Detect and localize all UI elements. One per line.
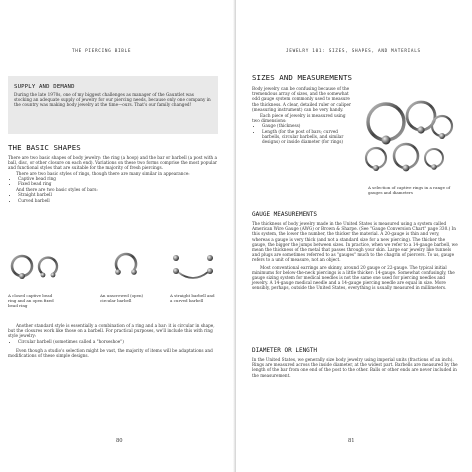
fixed-bead-ring-image: [39, 258, 57, 278]
jewelry-illustrations: [8, 246, 223, 288]
list-item: • Curved barbell: [18, 198, 220, 203]
paragraph: There are two basic shapes of body jewelry: the ring (a hoop) and the bar or barbell (a post with a ball, disc, or other closure on each end). Variations on these two forms comprise the most popular and functional styles that are suitable for the majority of fresh piercings.: [8, 155, 217, 171]
section-title-diameter: DIAMETER OR LENGTH: [252, 347, 318, 354]
supply-demand-sidebar: [8, 76, 218, 134]
list-item: • Fixed bead ring: [18, 181, 220, 186]
gauge-text: [252, 221, 458, 291]
running-head-left: THE PIERCING BIBLE: [72, 49, 132, 54]
paragraph: The thickness of body jewelry made in the United States is measured using a system called American Wire Gauge (AWG) or Brown & Sharpe. (See "Gauge Conversion Chart" page 330.) In this system, the lower the number, the thicker the material. A 20-gauge is thin and very, whereas a gauge is very thick (and not a standard size for a new piercing). The thicker the gauge, the bigger the jumps between sizes. In practice, when we refer to a 14-gauge barbell, we mean the thickness of the metal that passes through your skin. Large ear jewelry like tunnels and plugs are sometimes referred to as "gauges" much to the chagrin of piercers. To us, gauge refers to a unit of measure, not an object.: [252, 221, 458, 263]
paragraph: There are two basic styles of rings, though there are many similar in appearance:: [16, 170, 190, 176]
page-number-right: 81: [348, 438, 355, 444]
diameter-text: [252, 357, 458, 378]
list-item: • Straight barbell: [18, 192, 220, 197]
circular-list: [8, 339, 220, 344]
caption-circular-barbell: An unscrewed (open) circular barbell: [100, 293, 144, 303]
sizes-intro: [252, 86, 352, 144]
curved-barbell-image: [173, 268, 213, 278]
section-title-basic-shapes: THE BASIC SHAPES: [8, 143, 81, 152]
photo-caption: A selection of captive rings in a range of gauges and diameters: [368, 185, 451, 195]
paragraph: Another standard style is essentially a combination of a ring and a bar: it is circular in shape, but the closures work like those on a barbell. For practical purposes, we'll include this with ring style jewelry:: [8, 323, 215, 339]
horseshoe-text: [8, 323, 220, 358]
sidebar-title: SUPPLY AND DEMAND: [14, 84, 75, 90]
caption-barbells: A straight barbell and a curved barbell: [170, 293, 215, 303]
circular-barbell-image: [115, 254, 137, 275]
paragraph: Most conventional earrings are skinny, around 20 gauge or 22-gauge. The typical initial minimums for below-the-neck piercings is a little thicker: 14-gauge. Somewhat confusingly, the gauge sizing system for medical needles is not the same one used for piercing needles and jewelry. A 14-gauge medical needle and a 14-gauge piercing needle are equal in size. More sensibly, perhaps, outside the United States, everything is usually measured in millimeters.: [252, 264, 455, 291]
sidebar-text: During the late 1970s, one of my biggest challenges as manager of the Gauntlet was stocking an adequate supply of jewelry for our piercing needs, because only one company in the country was making body jewelry at the time—ours. That's our family changed!: [14, 92, 211, 108]
dimensions-list: [252, 123, 352, 144]
captive-bead-ring-image: [12, 256, 32, 279]
paragraph: In the United States, we generally size body jewelry using imperial units (fractions of an inch). Rings are measured across the inside diameter, at the widest part. Barbells are measured by the length of the bar from one end of the post to the other. Balls or other ends are never included in the measurement.: [252, 357, 458, 378]
basic-shapes-text: [8, 155, 220, 203]
page-number-left: 80: [116, 438, 123, 444]
straight-barbell-image: [173, 255, 213, 261]
paragraph: Body jewelry can be confusing because of the tremendous array of sizes, and the somewhat odd gauge system commonly used to measure the thickness. A clear, detailed ruler or caliper (measuring instrument) can be very handy.: [252, 86, 352, 112]
bar-styles-list: [8, 192, 220, 202]
captive-rings-photo: [358, 96, 456, 176]
list-item: • Gauge (thickness): [262, 123, 352, 128]
paragraph: And there are two basic styles of bars:: [16, 187, 98, 193]
section-title-sizes: SIZES AND MEASUREMENTS: [252, 73, 353, 82]
list-item: • Captive bead ring: [18, 176, 220, 181]
section-title-gauge: GAUGE MEASUREMENTS: [252, 211, 318, 218]
right-page: [236, 0, 472, 472]
caption-rings: A closed captive bead ring and an open fixed bead ring: [8, 293, 54, 308]
paragraph: Each piece of jewelry is measured using two dimensions:: [252, 113, 346, 124]
paragraph: Even though a studio's selection might be vast, the majority of items will be adaptations and modifications of these simple designs.: [8, 347, 213, 359]
list-item: • Length (for the post of bars; curved barbells, circular barbells, and similar designs) or inside diameter (for rings): [262, 129, 352, 145]
running-head-right: JEWELRY 101: SIZES, SHAPES, AND MATERIALS: [286, 49, 421, 54]
list-item: • Circular barbell (sometimes called a "horseshoe"): [18, 339, 220, 344]
ring-styles-list: [8, 176, 220, 186]
